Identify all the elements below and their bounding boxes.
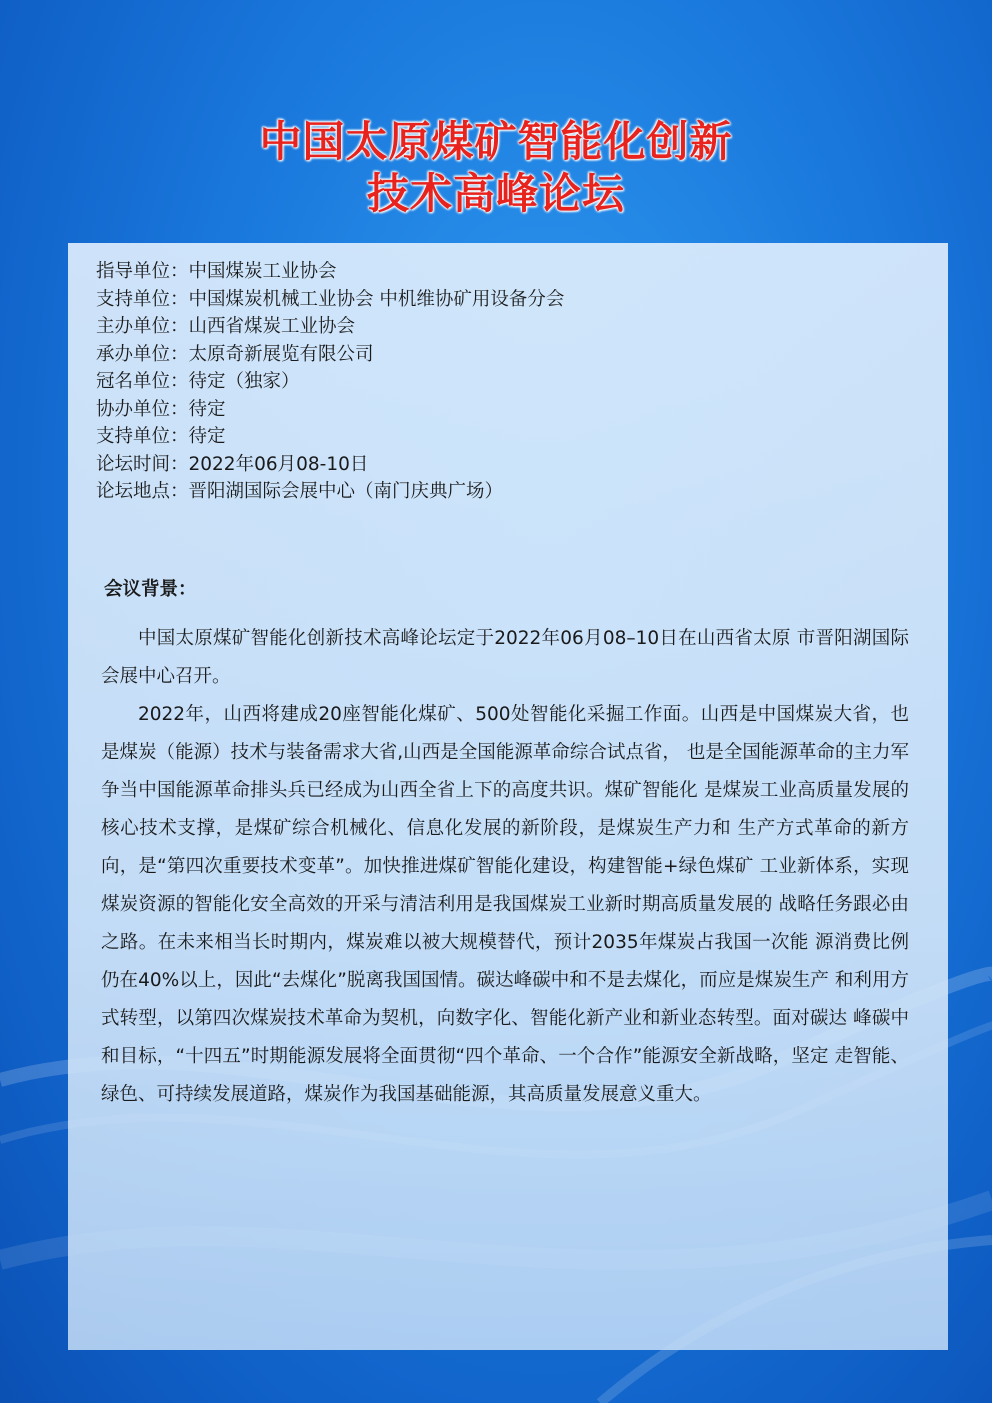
background-heading: 会议背景： [104,579,197,600]
background-paragraph-2: 2022年，山西将建成20座智能化煤矿、500处智能化采掘工作面。山西是中国煤炭大省，也是煤炭（能源）技术与装备需求大省,山西是全国能源革命综合试点省， 也是全国能源革命的主力军争当中国能源革命排头兵已经成为山西全省上下的高度共识。煤矿智能化 是煤炭工业高质量发展的核心技术支撑，是煤矿综合机械化、信息化发展的新阶段，是煤炭生产力和 生产方式革命的新方向，是“第四次重要技术变革”。加快推进煤矿智能化建设，构建智能+绿色煤矿 工业新体系，实现煤炭资源的智能化安全高效的开采与清洁利用是我国煤炭工业新时期高质量发展的 战略任务跟必由之路。在未来相当长时期内，煤炭难以被大规模替代，预计2035年煤炭占我国一次能 源消费比例仍在40%以上，因此“去煤化”脱离我国国情。碳达峰碳中和不是去煤化，而应是煤炭生产 和利用方式转型，以第四次煤炭技术革命为契机，向数字化、智能化新产业和新业态转型。面对碳达 峰碳中和目标，“十四五”时期能源发展将全面贯彻“四个革命、一个合作”能源安全新战略，坚定 走智能、绿色、可持续发展道路，煤炭作为我国基础能源，其高质量发展意义重大。 [101,704,909,1105]
info-host-unit: 主办单位：山西省煤炭工业协会 [96,316,356,337]
title-line-2: 技术高峰论坛 [366,169,625,218]
organizer-info-list [96,258,916,506]
info-organizer-unit: 承办单位：太原奇新展览有限公司 [96,343,374,365]
info-forum-venue: 论坛地点：晋阳湖国际会展中心（南门庆典广场） [96,481,504,502]
info-support-unit: 支持单位：中国煤炭机械工业协会 中机维协矿用设备分会 [96,288,565,310]
info-title-sponsor: 冠名单位：待定（独家） [96,371,300,392]
background-paragraph-1: 中国太原煤矿智能化创新技术高峰论坛定于2022年06月08–10日在山西省太原 市晋阳湖国际会展中心召开。 [101,628,909,687]
info-co-organizer: 协办单位：待定 [96,398,226,420]
title-line-1: 中国太原煤矿智能化创新 [259,117,733,166]
info-supporter: 支持单位：待定 [96,426,226,447]
background-body [101,620,909,1114]
info-guide-unit: 指导单位：中国煤炭工业协会 [96,261,337,282]
info-forum-time: 论坛时间：2022年06月08-10日 [96,453,369,475]
